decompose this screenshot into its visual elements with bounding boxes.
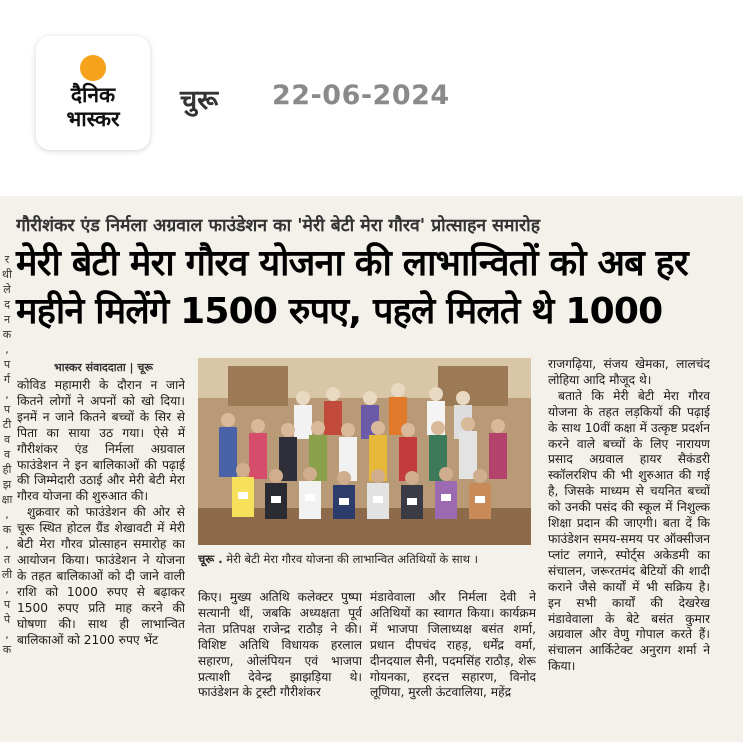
- article-headline: मेरी बेटी मेरा गौरव योजना की लाभान्वितों को अब हर महीने मिलेंगे 1500 रुपए, पहले मिलते थे 1000: [16, 243, 688, 332]
- strip-fragment: झ: [2, 478, 12, 491]
- strip-fragment: न: [3, 313, 11, 326]
- column-1-paragraph-1: कोविड महामारी के दौरान न जाने कितने लोगों ने अपनों को खो दिया। इनमें न जाने कितने बच्चों के सिर से पिता का साया उठ गया। ऐसे में गौरीशंकर एंड निर्मला अग्रवाल फाउंडेशन ने इन बालिकाओं की पढ़ाई की जिम्मेदारी उठाई और मेरी बेटी मेरा गौरव योजना की शुरुआत की।: [17, 378, 185, 504]
- strip-fragment: ,: [5, 343, 9, 356]
- dainik-bhaskar-logo: [36, 36, 150, 150]
- strip-fragment: प: [3, 403, 11, 416]
- strip-fragment: व: [3, 433, 11, 446]
- strip-fragment: र्ग: [3, 373, 11, 386]
- strip-fragment: क: [2, 643, 12, 656]
- edition-city: चुरू: [180, 85, 219, 116]
- strip-fragment: क: [2, 328, 12, 341]
- photo-caption: [198, 552, 531, 567]
- caption-text: मेरी बेटी मेरा गौरव योजना की लाभान्वित अतिथियों के साथ ।: [226, 552, 478, 566]
- strip-fragment: त: [3, 553, 11, 566]
- article-column-3: [370, 590, 536, 726]
- strip-fragment: ले: [3, 283, 11, 296]
- article-column-2: [198, 590, 362, 726]
- group-photo-illustration: [198, 358, 531, 545]
- column-3-text: मंडावेवाला और निर्मला देवी ने अतिथियों का स्वागत किया। कार्यक्रम में भाजपा जिलाध्यक्ष बसंत शर्मा, प्रधान दीपचंद राहड़, धर्मेंद्र वर्मा, दीनदयाल सैनी, पदमसिंह राठौड़, शेरू गोयनका, हरदत्त सहारण, विनोद लूणिया, मुरली ऊंटवालिया, महेंद्र: [370, 590, 536, 700]
- strip-fragment: टी: [2, 418, 12, 431]
- strip-fragment: क्षा: [1, 493, 13, 506]
- caption-place: चूरू .: [198, 552, 223, 566]
- strip-fragment: ली: [1, 568, 13, 581]
- strip-fragment: ,: [5, 508, 9, 521]
- strip-fragment: ,: [5, 538, 9, 551]
- article-kicker: गौरीशंकर एंड निर्मला अग्रवाल फाउंडेशन का 'मेरी बेटी मेरा गौरव' प्रोत्साहन समारोह: [16, 216, 540, 236]
- strip-fragment: क: [2, 523, 12, 536]
- edition-date: 22-06-2024: [272, 80, 450, 111]
- sun-logo-icon: [80, 55, 106, 81]
- strip-fragment: व: [3, 448, 11, 461]
- strip-fragment: र: [4, 253, 10, 266]
- strip-fragment: ,: [5, 388, 9, 401]
- column-1-paragraph-2: शुक्रवार को फाउंडेशन की ओर से चूरू स्थित होटल ग्रैंड शेखावटी में मेरी बेटी मेरा गौरव प्रोत्साहन समारोह का आयोजन किया। फाउंडेशन ने योजना के तहत बालिकाओं को दी जाने वाली राशि को 1000 रुपए से बढ़ाकर 1500 रुपए प्रति माह करने की घोषणा की। साथ ही लाभान्वित बालिकाओं को 2100 रुपए भेंट: [17, 505, 185, 647]
- group-photo: [198, 358, 531, 545]
- strip-fragment: ,: [5, 583, 9, 596]
- strip-fragment: पे: [3, 613, 11, 626]
- column-4-paragraph-2: बताते कि मेरी बेटी मेरा गौरव योजना के तहत लड़कियों की पढ़ाई के साथ 10वीं कक्षा में उत्कृष्ट प्रदर्शन करने वाले बच्चों के लिए नारायण प्रसाद अग्रवाल हायर सैकंडरी स्कॉलरशिप की भी शुरुआत की गई है, जिसके माध्यम से चयनित बच्चों को उनकी पसंद की स्कूल में निशुल्क शिक्षा प्रदान की जाएगी। बता दें कि फाउंडेशन समय-समय पर ऑक्सीजन प्लांट लगाने, स्पोर्ट्स अकेडमी का संचालन, जरूरतमंद बेटियों की शादी कराने जैसे कार्यों में भी सक्रिय है। इन सभी कार्यों की देखरेख मंडावेवाला के बेटे बसंत कुमार अग्रवाल और वेणु गोपाल करते हैं। संचालन आर्किटेक्ट अनुराग शर्मा ने किया।: [548, 388, 710, 674]
- strip-fragment: द: [4, 298, 10, 311]
- column-4-paragraph-1: राजगढ़िया, संजय खेमका, लालचंद लोहिया आदि मौजूद थे।: [548, 357, 710, 387]
- article-column-4: [548, 357, 710, 727]
- column-2-text: किए। मुख्य अतिथि कलेक्टर पुष्पा सत्यानी थीं, जबकि अध्यक्षता पूर्व नेता प्रतिपक्ष राजेन्द्र राठौड़ ने की। विशिष्ट अतिथि विधायक हरलाल सहारण, ओलंपियन एवं भाजपा प्रत्याशी देवेन्द्र झाझड़िया थे। फाउंडेशन के ट्रस्टी गौरीशंकर: [198, 590, 362, 700]
- strip-fragment: प: [3, 598, 11, 611]
- article-byline: भास्कर संवाददाता | चूरू: [54, 361, 153, 374]
- strip-fragment: प: [3, 358, 11, 371]
- strip-fragment: ही: [2, 463, 12, 476]
- logo-text-top: दैनिक: [70, 83, 116, 107]
- article-column-1: [17, 378, 185, 718]
- strip-fragment: थी: [2, 268, 12, 281]
- logo-text-bottom: भास्कर: [66, 107, 120, 131]
- adjacent-column-fragment: [0, 252, 14, 722]
- strip-fragment: ,: [5, 628, 9, 641]
